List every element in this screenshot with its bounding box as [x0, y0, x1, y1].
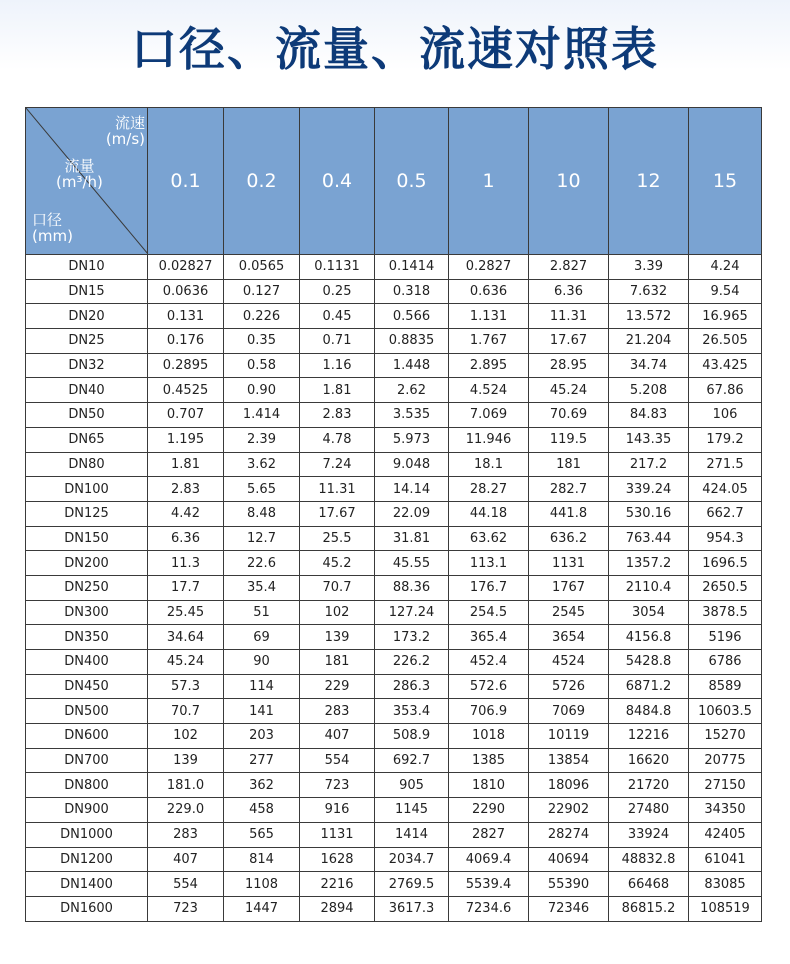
flow-value-cell: 16.965: [689, 304, 762, 329]
flow-value-cell: 70.7: [148, 699, 224, 724]
speed-header-4: 1: [449, 108, 529, 255]
flow-value-cell: 40694: [529, 847, 609, 872]
flow-value-cell: 4524: [529, 650, 609, 675]
flow-value-cell: 452.4: [449, 650, 529, 675]
flow-value-cell: 1.767: [449, 329, 529, 354]
flow-value-cell: 13854: [529, 748, 609, 773]
conversion-table-container: [25, 107, 761, 922]
table-row: [26, 847, 762, 872]
flow-value-cell: 139: [148, 748, 224, 773]
flow-value-cell: 1131: [529, 551, 609, 576]
flow-value-cell: 1.414: [224, 403, 300, 428]
flow-value-cell: 61041: [689, 847, 762, 872]
flow-value-cell: 662.7: [689, 501, 762, 526]
flow-value-cell: 11.31: [529, 304, 609, 329]
speed-header-7: 15: [689, 108, 762, 255]
flow-value-cell: 5.973: [375, 427, 449, 452]
flow-value-cell: 0.8835: [375, 329, 449, 354]
table-row: [26, 748, 762, 773]
flow-value-cell: 8484.8: [609, 699, 689, 724]
flow-value-cell: 1131: [300, 822, 375, 847]
diameter-axis-label: [32, 212, 73, 244]
table-row: [26, 872, 762, 897]
diameter-cell: DN25: [26, 329, 148, 354]
flow-value-cell: 3.62: [224, 452, 300, 477]
flow-value-cell: 1108: [224, 872, 300, 897]
table-row: [26, 575, 762, 600]
flow-value-cell: 441.8: [529, 501, 609, 526]
flow-value-cell: 0.1414: [375, 255, 449, 280]
flow-value-cell: 424.05: [689, 477, 762, 502]
flow-value-cell: 119.5: [529, 427, 609, 452]
flow-value-cell: 0.636: [449, 279, 529, 304]
flow-value-cell: 84.83: [609, 403, 689, 428]
flow-value-cell: 69: [224, 625, 300, 650]
flow-value-cell: 3.39: [609, 255, 689, 280]
flow-value-cell: 21720: [609, 773, 689, 798]
table-body: [26, 255, 762, 922]
flow-value-cell: 7.069: [449, 403, 529, 428]
flow-value-cell: 141: [224, 699, 300, 724]
flow-value-cell: 226.2: [375, 650, 449, 675]
table-row: [26, 255, 762, 280]
flow-value-cell: 0.318: [375, 279, 449, 304]
flow-value-cell: 6.36: [148, 526, 224, 551]
flow-value-cell: 83085: [689, 872, 762, 897]
flow-value-cell: 5.208: [609, 378, 689, 403]
flow-value-cell: 4.24: [689, 255, 762, 280]
flow-value-cell: 18096: [529, 773, 609, 798]
flow-value-cell: 45.2: [300, 551, 375, 576]
diameter-cell: DN350: [26, 625, 148, 650]
flow-value-cell: 48832.8: [609, 847, 689, 872]
header-row: [26, 108, 762, 255]
flow-value-cell: 0.71: [300, 329, 375, 354]
flow-value-cell: 4.524: [449, 378, 529, 403]
flow-value-cell: 173.2: [375, 625, 449, 650]
flow-value-cell: 203: [224, 724, 300, 749]
flow-value-cell: 5196: [689, 625, 762, 650]
flow-value-cell: 636.2: [529, 526, 609, 551]
flow-value-cell: 102: [300, 600, 375, 625]
flow-value-cell: 8.48: [224, 501, 300, 526]
flow-value-cell: 554: [300, 748, 375, 773]
flow-value-cell: 2545: [529, 600, 609, 625]
flow-value-cell: 8589: [689, 674, 762, 699]
corner-header-cell: [26, 108, 148, 255]
diameter-cell: DN600: [26, 724, 148, 749]
flow-value-cell: 905: [375, 773, 449, 798]
flow-value-cell: 12.7: [224, 526, 300, 551]
flow-value-cell: 0.131: [148, 304, 224, 329]
flow-value-cell: 25.45: [148, 600, 224, 625]
table-row: [26, 798, 762, 823]
flow-value-cell: 25.5: [300, 526, 375, 551]
flow-value-cell: 286.3: [375, 674, 449, 699]
diameter-cell: DN1200: [26, 847, 148, 872]
speed-header-0: 0.1: [148, 108, 224, 255]
flow-value-cell: 217.2: [609, 452, 689, 477]
flow-value-cell: 1810: [449, 773, 529, 798]
speed-axis-label: [106, 115, 145, 147]
table-row: [26, 526, 762, 551]
flow-value-cell: 5.65: [224, 477, 300, 502]
flow-value-cell: 1.131: [449, 304, 529, 329]
flow-value-cell: 63.62: [449, 526, 529, 551]
flow-value-cell: 565: [224, 822, 300, 847]
flow-value-cell: 181: [529, 452, 609, 477]
table-row: [26, 773, 762, 798]
flow-value-cell: 458: [224, 798, 300, 823]
flow-value-cell: 2.895: [449, 353, 529, 378]
diameter-unit-text: (mm): [32, 227, 73, 245]
table-row: [26, 650, 762, 675]
flow-value-cell: 5726: [529, 674, 609, 699]
flow-value-cell: 4156.8: [609, 625, 689, 650]
flow-value-cell: 16620: [609, 748, 689, 773]
conversion-table: [25, 107, 762, 922]
flow-value-cell: 2769.5: [375, 872, 449, 897]
table-row: [26, 551, 762, 576]
flow-value-cell: 254.5: [449, 600, 529, 625]
flow-value-cell: 0.1131: [300, 255, 375, 280]
flow-value-cell: 271.5: [689, 452, 762, 477]
table-row: [26, 427, 762, 452]
flow-value-cell: 2216: [300, 872, 375, 897]
table-row: [26, 600, 762, 625]
flow-value-cell: 0.02827: [148, 255, 224, 280]
diameter-cell: DN500: [26, 699, 148, 724]
flow-value-cell: 6.36: [529, 279, 609, 304]
flow-value-cell: 2.827: [529, 255, 609, 280]
flow-value-cell: 508.9: [375, 724, 449, 749]
flow-value-cell: 763.44: [609, 526, 689, 551]
flow-value-cell: 45.55: [375, 551, 449, 576]
flow-value-cell: 4069.4: [449, 847, 529, 872]
diameter-cell: DN700: [26, 748, 148, 773]
speed-header-6: 12: [609, 108, 689, 255]
flow-value-cell: 0.2827: [449, 255, 529, 280]
flow-value-cell: 90: [224, 650, 300, 675]
flow-value-cell: 17.7: [148, 575, 224, 600]
table-row: [26, 378, 762, 403]
diameter-cell: DN250: [26, 575, 148, 600]
speed-header-1: 0.2: [224, 108, 300, 255]
flow-value-cell: 27480: [609, 798, 689, 823]
flow-value-cell: 70.69: [529, 403, 609, 428]
table-row: [26, 699, 762, 724]
flow-value-cell: 55390: [529, 872, 609, 897]
diameter-cell: DN15: [26, 279, 148, 304]
flow-value-cell: 407: [300, 724, 375, 749]
flow-value-cell: 353.4: [375, 699, 449, 724]
flow-value-cell: 176.7: [449, 575, 529, 600]
flow-value-cell: 6871.2: [609, 674, 689, 699]
flow-value-cell: 143.35: [609, 427, 689, 452]
flow-value-cell: 1385: [449, 748, 529, 773]
speed-header-5: 10: [529, 108, 609, 255]
flow-value-cell: 22.09: [375, 501, 449, 526]
flow-value-cell: 723: [148, 896, 224, 921]
flow-value-cell: 181: [300, 650, 375, 675]
flow-value-cell: 7.632: [609, 279, 689, 304]
flow-value-cell: 0.176: [148, 329, 224, 354]
flow-value-cell: 5539.4: [449, 872, 529, 897]
page-title: 口径、流量、流速对照表: [131, 22, 659, 76]
table-row: [26, 304, 762, 329]
flow-label-text: 流量: [64, 157, 95, 175]
flow-value-cell: 17.67: [300, 501, 375, 526]
flow-value-cell: 0.2895: [148, 353, 224, 378]
flow-value-cell: 339.24: [609, 477, 689, 502]
flow-value-cell: 1018: [449, 724, 529, 749]
diameter-cell: DN80: [26, 452, 148, 477]
table-row: [26, 452, 762, 477]
flow-value-cell: 0.226: [224, 304, 300, 329]
flow-value-cell: 13.572: [609, 304, 689, 329]
table-row: [26, 501, 762, 526]
table-row: [26, 477, 762, 502]
flow-value-cell: 88.36: [375, 575, 449, 600]
flow-value-cell: 179.2: [689, 427, 762, 452]
flow-value-cell: 7234.6: [449, 896, 529, 921]
speed-unit-text: (m/s): [105, 130, 145, 148]
table-row: [26, 896, 762, 921]
flow-value-cell: 554: [148, 872, 224, 897]
diameter-cell: DN32: [26, 353, 148, 378]
flow-value-cell: 1767: [529, 575, 609, 600]
diameter-cell: DN40: [26, 378, 148, 403]
flow-value-cell: 283: [300, 699, 375, 724]
diameter-cell: DN100: [26, 477, 148, 502]
flow-value-cell: 3878.5: [689, 600, 762, 625]
flow-value-cell: 3654: [529, 625, 609, 650]
flow-value-cell: 51: [224, 600, 300, 625]
diameter-cell: DN400: [26, 650, 148, 675]
table-row: [26, 353, 762, 378]
flow-value-cell: 229: [300, 674, 375, 699]
flow-value-cell: 22902: [529, 798, 609, 823]
speed-label-text: 流速: [114, 114, 145, 132]
diameter-cell: DN200: [26, 551, 148, 576]
flow-axis-label: [56, 158, 103, 190]
flow-value-cell: 113.1: [449, 551, 529, 576]
flow-value-cell: 2.83: [300, 403, 375, 428]
diameter-cell: DN20: [26, 304, 148, 329]
flow-value-cell: 2.83: [148, 477, 224, 502]
flow-value-cell: 12216: [609, 724, 689, 749]
flow-value-cell: 1357.2: [609, 551, 689, 576]
flow-value-cell: 282.7: [529, 477, 609, 502]
table-row: [26, 625, 762, 650]
diameter-cell: DN1000: [26, 822, 148, 847]
diameter-cell: DN1600: [26, 896, 148, 921]
flow-value-cell: 1696.5: [689, 551, 762, 576]
flow-value-cell: 44.18: [449, 501, 529, 526]
table-row: [26, 724, 762, 749]
diameter-cell: DN125: [26, 501, 148, 526]
flow-value-cell: 18.1: [449, 452, 529, 477]
flow-value-cell: 127.24: [375, 600, 449, 625]
flow-value-cell: 45.24: [529, 378, 609, 403]
flow-value-cell: 181.0: [148, 773, 224, 798]
flow-value-cell: 954.3: [689, 526, 762, 551]
flow-value-cell: 0.90: [224, 378, 300, 403]
flow-value-cell: 2034.7: [375, 847, 449, 872]
flow-value-cell: 0.707: [148, 403, 224, 428]
flow-value-cell: 1414: [375, 822, 449, 847]
flow-value-cell: 0.566: [375, 304, 449, 329]
flow-value-cell: 114: [224, 674, 300, 699]
flow-value-cell: 7069: [529, 699, 609, 724]
flow-value-cell: 5428.8: [609, 650, 689, 675]
flow-value-cell: 14.14: [375, 477, 449, 502]
flow-value-cell: 916: [300, 798, 375, 823]
diameter-label-text: 口径: [32, 211, 63, 229]
speed-header-3: 0.5: [375, 108, 449, 255]
flow-value-cell: 31.81: [375, 526, 449, 551]
flow-value-cell: 572.6: [449, 674, 529, 699]
diameter-cell: DN300: [26, 600, 148, 625]
flow-value-cell: 17.67: [529, 329, 609, 354]
flow-value-cell: 1145: [375, 798, 449, 823]
flow-value-cell: 277: [224, 748, 300, 773]
flow-value-cell: 28.27: [449, 477, 529, 502]
table-row: [26, 674, 762, 699]
flow-value-cell: 2.62: [375, 378, 449, 403]
diameter-cell: DN800: [26, 773, 148, 798]
flow-value-cell: 26.505: [689, 329, 762, 354]
flow-value-cell: 0.4525: [148, 378, 224, 403]
flow-value-cell: 2827: [449, 822, 529, 847]
diameter-cell: DN450: [26, 674, 148, 699]
flow-value-cell: 27150: [689, 773, 762, 798]
flow-value-cell: 0.45: [300, 304, 375, 329]
flow-value-cell: 362: [224, 773, 300, 798]
flow-value-cell: 11.946: [449, 427, 529, 452]
flow-value-cell: 139: [300, 625, 375, 650]
flow-value-cell: 33924: [609, 822, 689, 847]
flow-value-cell: 229.0: [148, 798, 224, 823]
diameter-cell: DN10: [26, 255, 148, 280]
flow-value-cell: 3617.3: [375, 896, 449, 921]
flow-value-cell: 11.31: [300, 477, 375, 502]
flow-value-cell: 2.39: [224, 427, 300, 452]
flow-value-cell: 7.24: [300, 452, 375, 477]
diameter-cell: DN1400: [26, 872, 148, 897]
flow-value-cell: 2894: [300, 896, 375, 921]
flow-value-cell: 1628: [300, 847, 375, 872]
table-row: [26, 822, 762, 847]
flow-value-cell: 1.81: [300, 378, 375, 403]
flow-value-cell: 1.16: [300, 353, 375, 378]
flow-value-cell: 1.81: [148, 452, 224, 477]
table-row: [26, 279, 762, 304]
flow-value-cell: 3.535: [375, 403, 449, 428]
flow-value-cell: 108519: [689, 896, 762, 921]
flow-value-cell: 66468: [609, 872, 689, 897]
flow-value-cell: 3054: [609, 600, 689, 625]
flow-value-cell: 10119: [529, 724, 609, 749]
flow-value-cell: 814: [224, 847, 300, 872]
flow-value-cell: 0.35: [224, 329, 300, 354]
flow-value-cell: 106: [689, 403, 762, 428]
diameter-cell: DN900: [26, 798, 148, 823]
flow-value-cell: 28274: [529, 822, 609, 847]
flow-value-cell: 1.195: [148, 427, 224, 452]
flow-value-cell: 67.86: [689, 378, 762, 403]
flow-value-cell: 407: [148, 847, 224, 872]
flow-value-cell: 0.25: [300, 279, 375, 304]
flow-value-cell: 20775: [689, 748, 762, 773]
flow-value-cell: 2110.4: [609, 575, 689, 600]
flow-value-cell: 34.64: [148, 625, 224, 650]
flow-value-cell: 723: [300, 773, 375, 798]
flow-value-cell: 2290: [449, 798, 529, 823]
flow-value-cell: 35.4: [224, 575, 300, 600]
flow-value-cell: 0.58: [224, 353, 300, 378]
flow-value-cell: 11.3: [148, 551, 224, 576]
flow-value-cell: 0.0636: [148, 279, 224, 304]
flow-value-cell: 10603.5: [689, 699, 762, 724]
flow-value-cell: 4.42: [148, 501, 224, 526]
flow-value-cell: 22.6: [224, 551, 300, 576]
diameter-cell: DN65: [26, 427, 148, 452]
flow-value-cell: 1447: [224, 896, 300, 921]
flow-value-cell: 102: [148, 724, 224, 749]
flow-value-cell: 34350: [689, 798, 762, 823]
flow-value-cell: 6786: [689, 650, 762, 675]
flow-value-cell: 4.78: [300, 427, 375, 452]
flow-value-cell: 365.4: [449, 625, 529, 650]
flow-value-cell: 45.24: [148, 650, 224, 675]
flow-value-cell: 72346: [529, 896, 609, 921]
flow-value-cell: 2650.5: [689, 575, 762, 600]
flow-unit-text: (m³/h): [56, 173, 103, 191]
flow-value-cell: 28.95: [529, 353, 609, 378]
flow-value-cell: 283: [148, 822, 224, 847]
flow-value-cell: 530.16: [609, 501, 689, 526]
flow-value-cell: 0.0565: [224, 255, 300, 280]
flow-value-cell: 9.048: [375, 452, 449, 477]
flow-value-cell: 706.9: [449, 699, 529, 724]
flow-value-cell: 42405: [689, 822, 762, 847]
table-row: [26, 403, 762, 428]
flow-value-cell: 34.74: [609, 353, 689, 378]
flow-value-cell: 21.204: [609, 329, 689, 354]
flow-value-cell: 0.127: [224, 279, 300, 304]
diameter-cell: DN150: [26, 526, 148, 551]
flow-value-cell: 43.425: [689, 353, 762, 378]
flow-value-cell: 86815.2: [609, 896, 689, 921]
table-row: [26, 329, 762, 354]
flow-value-cell: 57.3: [148, 674, 224, 699]
speed-header-2: 0.4: [300, 108, 375, 255]
diameter-cell: DN50: [26, 403, 148, 428]
flow-value-cell: 9.54: [689, 279, 762, 304]
flow-value-cell: 70.7: [300, 575, 375, 600]
flow-value-cell: 692.7: [375, 748, 449, 773]
flow-value-cell: 15270: [689, 724, 762, 749]
flow-value-cell: 1.448: [375, 353, 449, 378]
